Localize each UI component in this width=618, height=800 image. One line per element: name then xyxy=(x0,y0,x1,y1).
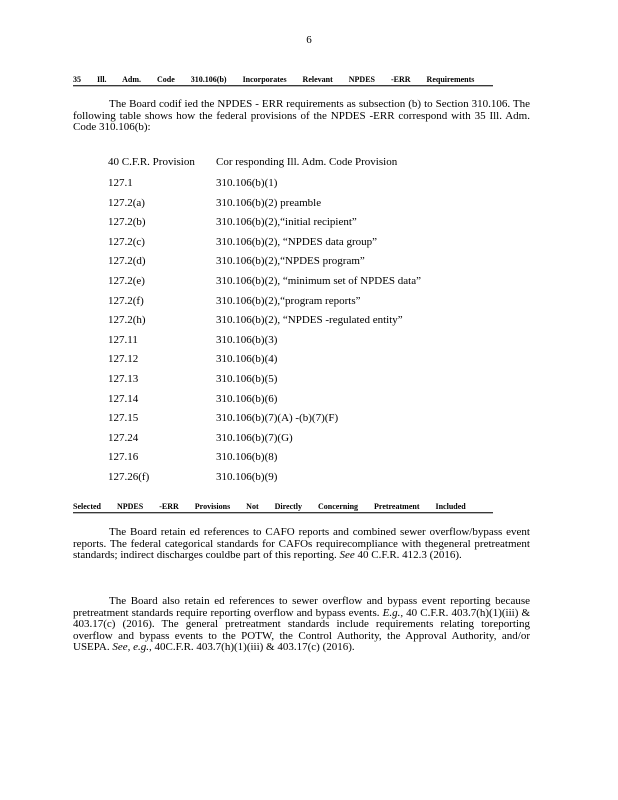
cafo-citation: 40 C.F.R. 412.3 (2016). xyxy=(357,549,462,561)
cfr-provision-cell: 127.12 xyxy=(108,353,139,366)
table-row xyxy=(108,196,528,216)
cfr-provision-cell: 127.13 xyxy=(108,372,139,385)
citation-signal: See xyxy=(339,549,355,561)
ill-adm-code-cell: 310.106(b)(6) xyxy=(216,392,278,405)
ill-adm-code-cell: 310.106(b)(2), “NPDES data group” xyxy=(216,235,377,248)
ill-adm-code-cell: 310.106(b)(2),“program reports” xyxy=(216,294,361,307)
cfr-provision-cell: 127.2(f) xyxy=(108,294,144,307)
cafo-paragraph-text: The Board retain ed references to CAFO reports and combined sewer overflow/bypass event reports. The federal categorical standards for CAFOs requirecompliance with thegeneral pretreatment standards; indirect discharges couldbe part of this reporting. xyxy=(73,526,530,561)
ill-adm-code-cell: 310.106(b)(8) xyxy=(216,451,278,464)
table-row xyxy=(108,411,528,431)
ill-adm-code-cell: 310.106(b)(2), “NPDES -regulated entity” xyxy=(216,314,403,327)
ill-adm-code-cell: 310.106(b)(3) xyxy=(216,333,278,346)
cfr-provision-cell: 127.11 xyxy=(108,333,138,346)
overflow-paragraph xyxy=(73,596,530,654)
ill-adm-code-cell: 310.106(b)(2), “minimum set of NPDES data” xyxy=(216,274,421,287)
table-row xyxy=(108,313,528,333)
overflow-paragraph-text-2: 40 C.F.R. 403.7(h)(1)(iii) & 403.17(c) (2016). The general pretreatment standards include requirements relating toreporting overflow and bypass events to the POTW, the Control Authority, the Approval Authority, and/or USEPA. xyxy=(73,606,530,653)
cfr-provision-cell: 127.2(h) xyxy=(108,314,146,327)
table-row xyxy=(108,392,528,412)
table-row xyxy=(108,294,528,314)
cfr-provision-cell: 127.15 xyxy=(108,412,139,425)
cfr-provision-cell: 127.16 xyxy=(108,451,139,464)
table-row xyxy=(108,333,528,353)
table-row xyxy=(108,372,528,392)
ill-adm-code-cell: 310.106(b)(4) xyxy=(216,353,278,366)
provision-correspondence-table xyxy=(108,155,528,490)
overflow-citation: 40C.F.R. 403.7(h)(1)(iii) & 403.17(c) (2016). xyxy=(154,641,355,653)
citation-signal: See, e.g., xyxy=(112,641,152,653)
ill-adm-code-cell: 310.106(b)(2) preamble xyxy=(216,196,322,209)
cfr-provision-cell: 127.2(e) xyxy=(108,274,145,287)
ill-adm-code-cell: 310.106(b)(2),“NPDES program” xyxy=(216,255,365,268)
table-row xyxy=(108,176,528,196)
cfr-provision-cell: 127.14 xyxy=(108,392,139,405)
overflow-paragraph-text: The Board also retain ed references to sewer overflow and bypass event reporting because pretreatment standards require reporting overflow and bypass events. xyxy=(73,595,530,619)
ill-adm-code-cell: 310.106(b)(1) xyxy=(216,177,278,189)
table-row xyxy=(108,274,528,294)
table-row xyxy=(108,431,528,451)
intro-paragraph-text: The Board codif ied the NPDES - ERR requirements as subsection (b) to Section 310.106. The following table shows how the federal provisions of the NPDES -ERR correspond with 35 Ill. Adm. Code 310.106(b): xyxy=(73,98,530,133)
table-body xyxy=(108,176,528,490)
cfr-provision-cell: 127.26(f) xyxy=(108,470,150,483)
cfr-provision-cell: 127.24 xyxy=(108,431,139,444)
table-header-cfr: 40 C.F.R. Provision xyxy=(108,156,195,168)
table-row xyxy=(108,470,528,490)
table-header-ill-adm-code: Cor responding Ill. Adm. Code Provision xyxy=(216,156,398,168)
ill-adm-code-cell: 310.106(b)(7)(G) xyxy=(216,431,293,444)
table-row xyxy=(108,254,528,274)
cafo-paragraph xyxy=(73,527,530,562)
cfr-provision-cell: 127.2(a) xyxy=(108,196,145,209)
table-row xyxy=(108,235,528,255)
intro-paragraph xyxy=(73,99,530,134)
cfr-provision-cell: 127.2(d) xyxy=(108,255,146,268)
page-number: 6 xyxy=(306,34,312,46)
table-row xyxy=(108,215,528,235)
citation-signal: E.g., xyxy=(382,606,404,619)
table-header-row xyxy=(108,155,528,176)
ill-adm-code-cell: 310.106(b)(2),“initial recipient” xyxy=(216,216,357,229)
section-heading-incorporates: 35 Ill. Adm. Code 310.106(b) Incorporates Relevant NPDES -ERR Requirements xyxy=(73,75,493,87)
cfr-provision-cell: 127.2(b) xyxy=(108,216,146,229)
ill-adm-code-cell: 310.106(b)(9) xyxy=(216,470,278,483)
table-row xyxy=(108,450,528,470)
ill-adm-code-cell: 310.106(b)(5) xyxy=(216,372,278,385)
table-row xyxy=(108,352,528,372)
ill-adm-code-cell: 310.106(b)(7)(A) -(b)(7)(F) xyxy=(216,412,339,425)
cfr-provision-cell: 127.2(c) xyxy=(108,235,145,248)
section-heading-selected-provisions: Selected NPDES -ERR Provisions Not Directly Concerning Pretreatment Included xyxy=(73,502,493,514)
cfr-provision-cell: 127.1 xyxy=(108,177,133,189)
